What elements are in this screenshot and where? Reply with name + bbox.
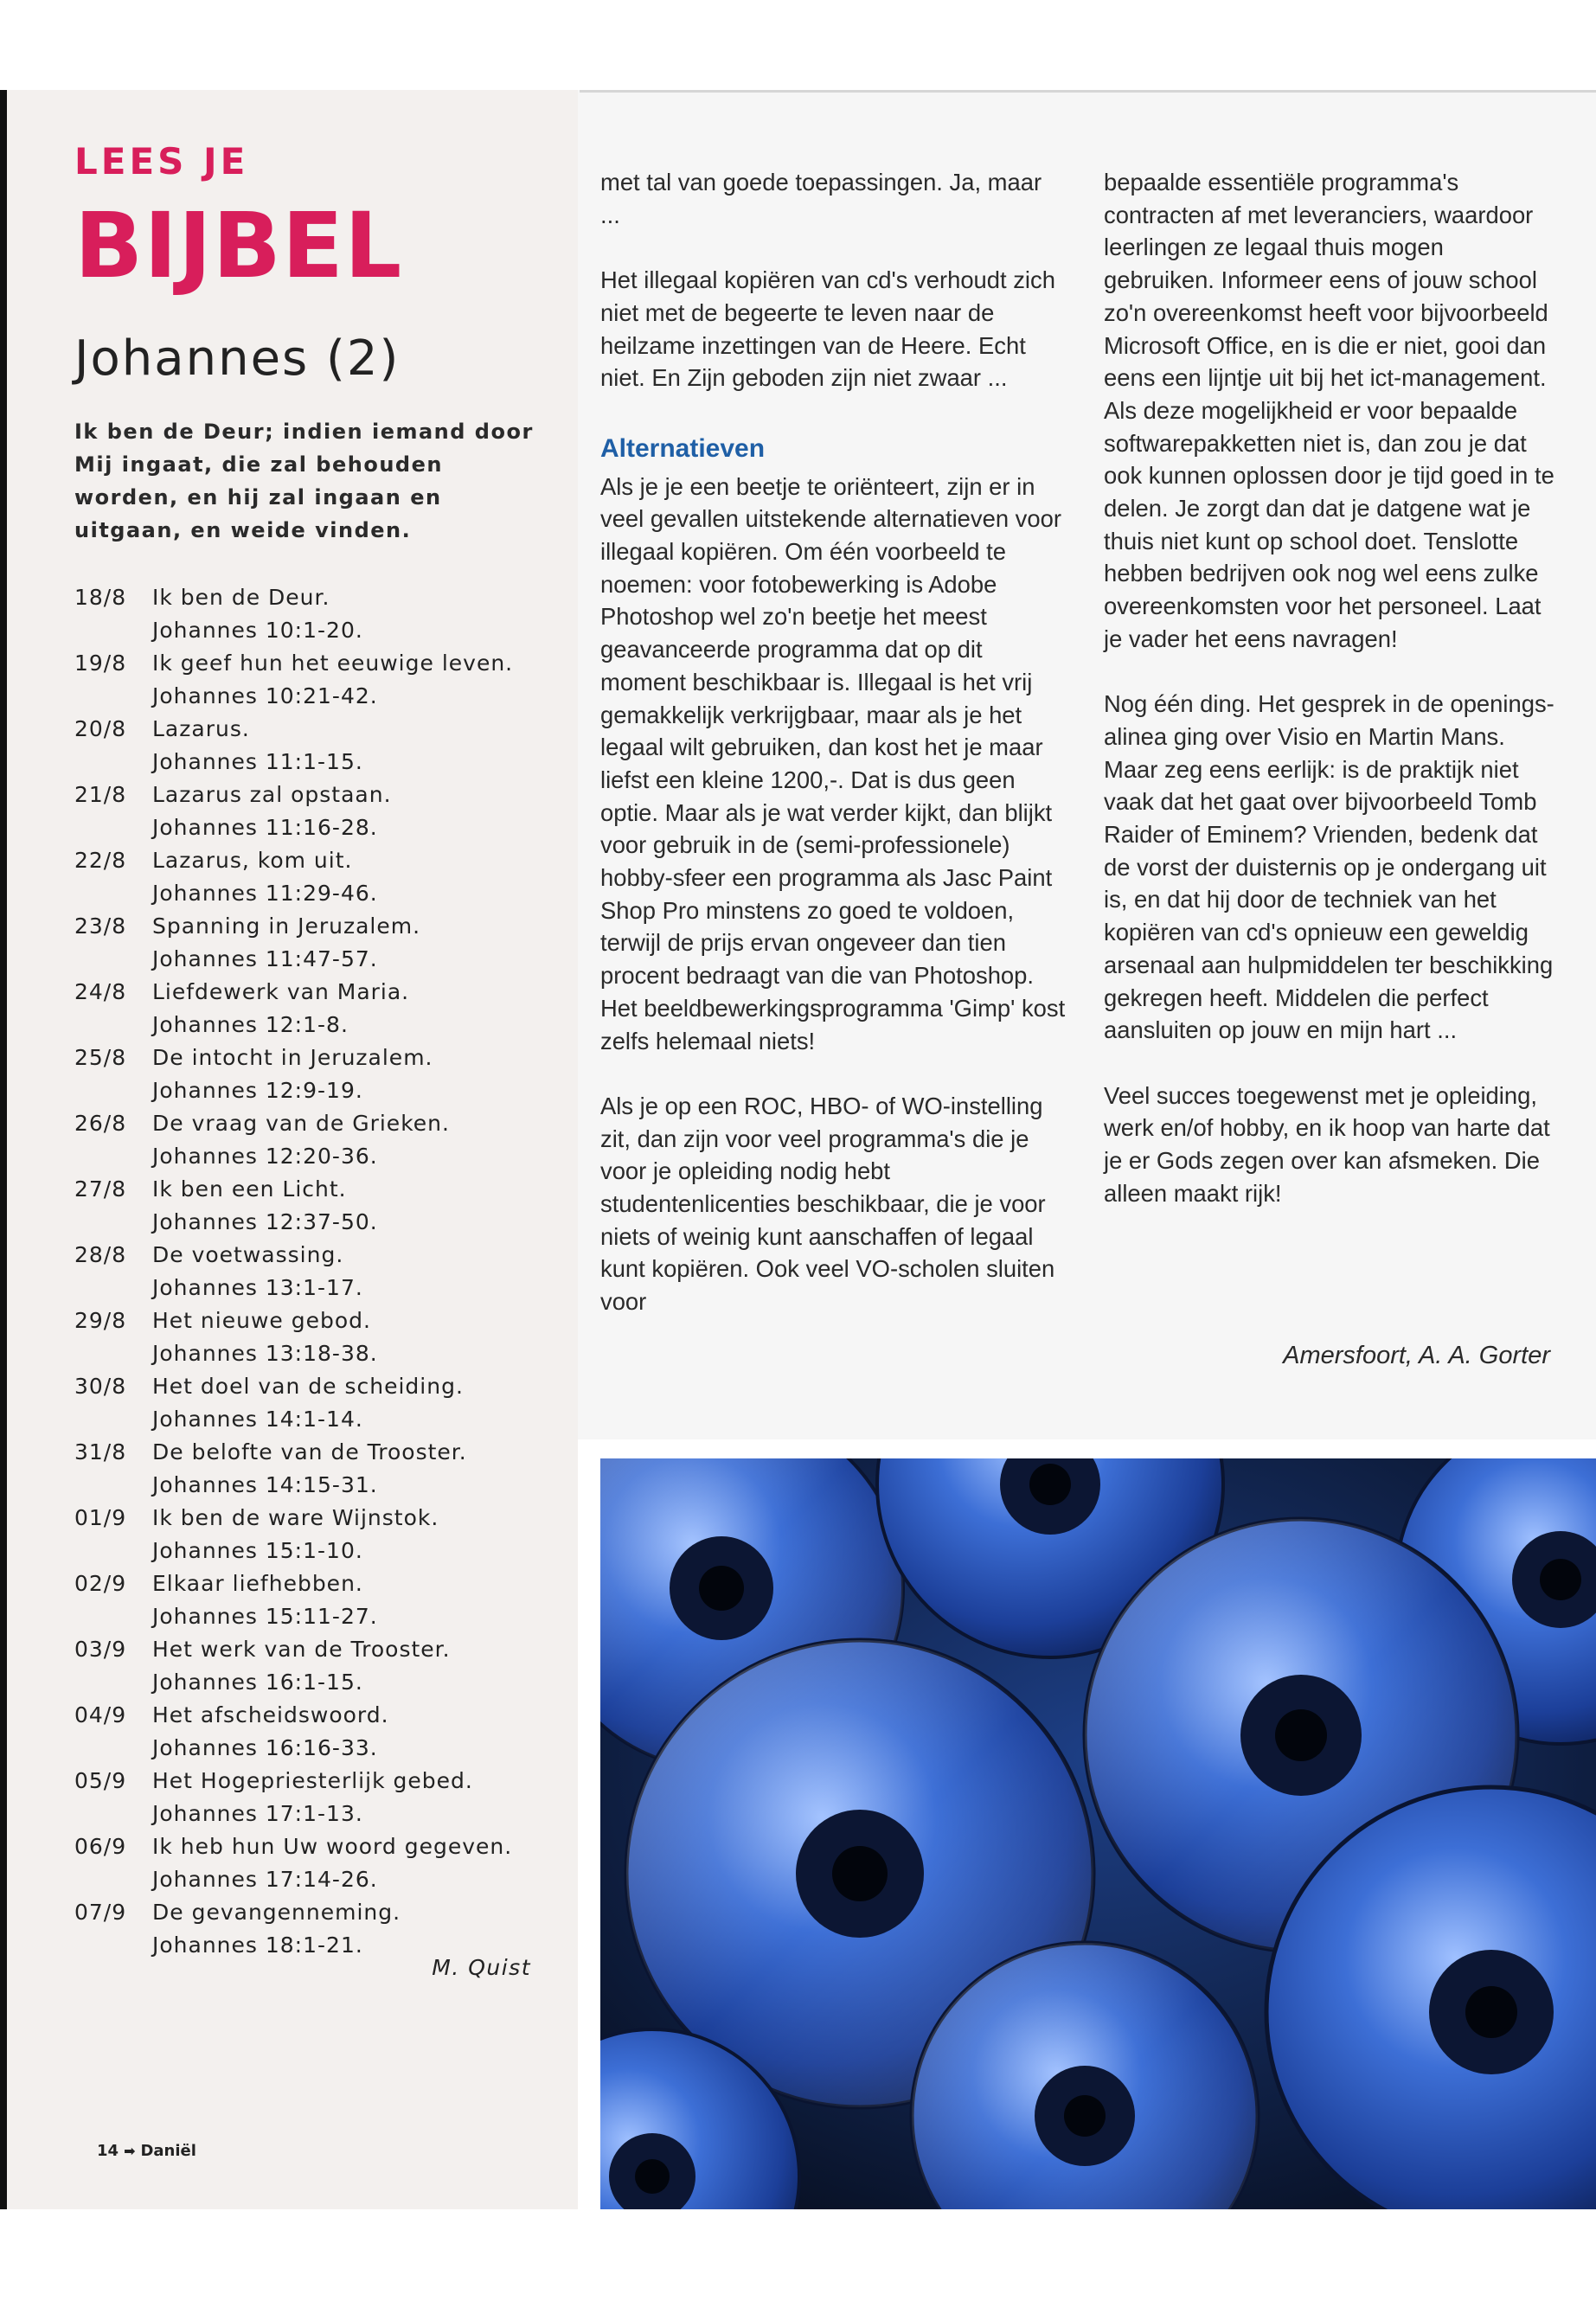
reading-title: De voetwassing. xyxy=(152,1242,344,1267)
reading-date: 02/9 xyxy=(74,1571,127,1596)
arrow-right-icon: ➡ xyxy=(124,2143,136,2159)
article-column-2 xyxy=(1104,166,1561,1209)
reading-item xyxy=(74,713,559,779)
reading-date: 22/8 xyxy=(74,848,127,873)
top-rule xyxy=(580,90,1596,93)
reading-item xyxy=(74,910,559,976)
reading-date: 28/8 xyxy=(74,1242,127,1267)
article-paragraph: Nog één ding. Het gesprek in de openings-alinea ging over Visio en Martin Mans. Maar zeg eens eerlijk: is de praktijk niet vaak dat het gaat over bijvoorbeeld Tomb Raider of Eminem? Vrienden, bedenk dat de vorst der duisternis op je ondergang uit is, en dat hij door de techniek van het kopiëren van cd's opnieuw een geweldig arsenaal aan hulpmiddelen ter beschikking gekregen heeft. Middelen die perfect aansluiten op jouw en mijn hart ... xyxy=(1104,690,1554,1044)
section-heading: Alternatieven xyxy=(600,433,766,463)
reading-ref: Johannes 15:1-10. xyxy=(152,1538,363,1563)
reading-item xyxy=(74,1765,559,1830)
reading-ref: Johannes 11:1-15. xyxy=(152,749,363,774)
reading-date: 03/9 xyxy=(74,1637,127,1662)
reading-title: Lazarus zal opstaan. xyxy=(152,782,392,807)
reading-date: 21/8 xyxy=(74,782,127,807)
reading-ref: Johannes 17:14-26. xyxy=(152,1867,378,1892)
reading-date: 30/8 xyxy=(74,1374,127,1399)
reading-item xyxy=(74,1107,559,1173)
page-title: BIJBEL xyxy=(74,193,403,298)
article-paragraph: Veel succes toegewenst met je opleiding, werk en/of hobby, en ik hoop van harte dat je er Gods zegen over kan afsmeken. Die alleen maakt rijk! xyxy=(1104,1081,1550,1207)
reading-item xyxy=(74,1304,559,1370)
reading-date: 29/8 xyxy=(74,1308,127,1333)
reading-title: Het afscheidswoord. xyxy=(152,1702,389,1727)
reading-item xyxy=(74,844,559,910)
reading-title: De vraag van de Grieken. xyxy=(152,1111,450,1136)
reading-date: 18/8 xyxy=(74,585,127,610)
reading-ref: Johannes 16:16-33. xyxy=(152,1735,378,1760)
reading-title: Het werk van de Trooster. xyxy=(152,1637,451,1662)
reading-item xyxy=(74,779,559,844)
reading-date: 01/9 xyxy=(74,1505,127,1530)
reading-ref: Johannes 11:16-28. xyxy=(152,815,378,840)
reading-title: De intocht in Jeruzalem. xyxy=(152,1045,433,1070)
reading-title: Elkaar liefhebben. xyxy=(152,1571,363,1596)
reading-item xyxy=(74,1173,559,1239)
reading-ref: Johannes 14:15-31. xyxy=(152,1472,378,1497)
reading-item xyxy=(74,1896,559,1962)
reading-date: 04/9 xyxy=(74,1702,127,1727)
reading-title: Liefdewerk van Maria. xyxy=(152,979,410,1004)
reading-title: De belofte van de Trooster. xyxy=(152,1439,467,1465)
reading-item xyxy=(74,1370,559,1436)
page-subtitle: Johannes (2) xyxy=(74,330,401,387)
reading-item xyxy=(74,1436,559,1502)
page-footer xyxy=(97,2142,196,2160)
reading-item xyxy=(74,1830,559,1896)
article-paragraph: Als je je een beetje te oriënteert, zijn er in veel gevallen uitstekende alternatieven voor illegaal kopiëren. Om één voorbeeld te noemen: voor fotobewerking is Adobe Photoshop wel zo'n beetje het meest geavanceerde programma dat op dit moment beschikbaar is. Illegaal is het vrij gemakkelijk verkrijgbaar, maar als je het legaal wilt gebruiken, dan kost het je maar liefst een kleine 1200,-. Dat is dus geen optie. Maar als je wat verder kijkt, dan blijkt voor gebruik in de (semi-professionele) hobby-sfeer een programma als Jasc Paint Shop Pro minstens zo goed te voldoen, terwijl de prijs ervan ongeveer dan tien procent bedraagt van die van Photoshop. Het beeldbewerkingsprogramma 'Gimp' kost zelfs helemaal niets! xyxy=(600,472,1066,1054)
reading-title: Ik geef hun het eeuwige leven. xyxy=(152,651,514,676)
reading-ref: Johannes 11:47-57. xyxy=(152,946,378,971)
reading-date: 05/9 xyxy=(74,1768,127,1793)
reading-title: Het nieuwe gebod. xyxy=(152,1308,371,1333)
reading-item xyxy=(74,1239,559,1304)
reading-ref: Johannes 10:21-42. xyxy=(152,683,378,708)
reading-ref: Johannes 13:1-17. xyxy=(152,1275,363,1300)
magazine-name: Daniël xyxy=(140,2142,196,2160)
reading-title: Ik ben de ware Wijnstok. xyxy=(152,1505,439,1530)
reading-title: Ik heb hun Uw woord gegeven. xyxy=(152,1834,513,1859)
page-edge xyxy=(0,90,7,2209)
reading-date: 07/9 xyxy=(74,1900,127,1925)
reading-item xyxy=(74,1502,559,1567)
reading-ref: Johannes 12:9-19. xyxy=(152,1078,363,1103)
article-paragraph: bepaalde essentiële programma's contracten af met leveranciers, waardoor leerlingen ze legaal thuis mogen gebruiken. Informeer eens of jouw school zo'n overeenkomst heeft voor bijvoorbeeld Microsoft Office, en is die er niet, gooi dan eens een lijntje uit bij het ict-management. Als deze mogelijkheid er voor bepaalde softwarepakketten niet is, dan zou je dat ook kunnen oplossen door je tijd goed in te delen. Je zorgt dan dat je datgene wat je thuis niet kunt op school doet. Tenslotte hebben bedrijven ook nog wel eens zulke overeenkomsten voor het personeel. Laat je vader het eens navragen! xyxy=(1104,169,1554,652)
reading-date: 27/8 xyxy=(74,1176,127,1202)
reading-date: 25/8 xyxy=(74,1045,127,1070)
article-column-1 xyxy=(600,166,1067,1318)
reading-item xyxy=(74,1699,559,1765)
page-number: 14 xyxy=(97,2142,119,2160)
reading-title: Het doel van de scheiding. xyxy=(152,1374,464,1399)
reading-date: 23/8 xyxy=(74,913,127,939)
reading-date: 24/8 xyxy=(74,979,127,1004)
reading-ref: Johannes 11:29-46. xyxy=(152,881,378,906)
reading-title: De gevangenneming. xyxy=(152,1900,401,1925)
reading-item xyxy=(74,1567,559,1633)
reading-item xyxy=(74,647,559,713)
reading-item xyxy=(74,1633,559,1699)
reading-ref: Johannes 10:1-20. xyxy=(152,618,363,643)
reading-ref: Johannes 14:1-14. xyxy=(152,1407,363,1432)
reading-ref: Johannes 18:1-21. xyxy=(152,1932,363,1958)
reading-title: Ik ben de Deur. xyxy=(152,585,330,610)
cd-stack-image xyxy=(600,1458,1596,2209)
section-kicker: LEES JE xyxy=(74,140,249,183)
reading-date: 06/9 xyxy=(74,1834,127,1859)
reading-date: 20/8 xyxy=(74,716,127,741)
reading-ref: Johannes 17:1-13. xyxy=(152,1801,363,1826)
reading-title: Lazarus. xyxy=(152,716,250,741)
reading-title: Het Hogepriesterlijk gebed. xyxy=(152,1768,473,1793)
reading-item xyxy=(74,976,559,1042)
reading-date: 31/8 xyxy=(74,1439,127,1465)
left-signature: M. Quist xyxy=(432,1955,531,1980)
article-signature: Amersfoort, A. A. Gorter xyxy=(1283,1342,1550,1369)
reading-item xyxy=(74,1042,559,1107)
reading-item xyxy=(74,581,559,647)
reading-ref: Johannes 15:11-27. xyxy=(152,1604,378,1629)
article-paragraph: Het illegaal kopiëren van cd's verhoudt zich niet met de begeerte te leven naar de heilzame inzettingen van de Heere. Echt niet. En Zijn geboden zijn niet zwaar ... xyxy=(600,266,1055,392)
reading-ref: Johannes 12:1-8. xyxy=(152,1012,349,1037)
reading-title: Lazarus, kom uit. xyxy=(152,848,353,873)
article-paragraph: Als je op een ROC, HBO- of WO-instelling zit, dan zijn voor veel programma's die je voor je opleiding nodig hebt studentenlicenties beschikbaar, die je voor niets of weinig kunt aanschaffen of legaal kunt kopiëren. Ook veel VO-scholen sluiten voor xyxy=(600,1092,1055,1316)
reading-ref: Johannes 12:20-36. xyxy=(152,1144,378,1169)
reading-ref: Johannes 12:37-50. xyxy=(152,1209,378,1234)
reading-ref: Johannes 13:18-38. xyxy=(152,1341,378,1366)
reading-ref: Johannes 16:1-15. xyxy=(152,1670,363,1695)
intro-verse: Ik ben de Deur; indien iemand door Mij ingaat, die zal behouden worden, en hij zal ingaan en uitgaan, en weide vinden. xyxy=(74,420,534,542)
article-paragraph: met tal van goede toepassingen. Ja, maar ... xyxy=(600,169,1042,228)
reading-title: Ik ben een Licht. xyxy=(152,1176,347,1202)
reading-title: Spanning in Jeruzalem. xyxy=(152,913,421,939)
reading-date: 26/8 xyxy=(74,1111,127,1136)
cd-photo xyxy=(600,1458,1596,2209)
reading-schedule xyxy=(74,581,559,1962)
reading-date: 19/8 xyxy=(74,651,127,676)
